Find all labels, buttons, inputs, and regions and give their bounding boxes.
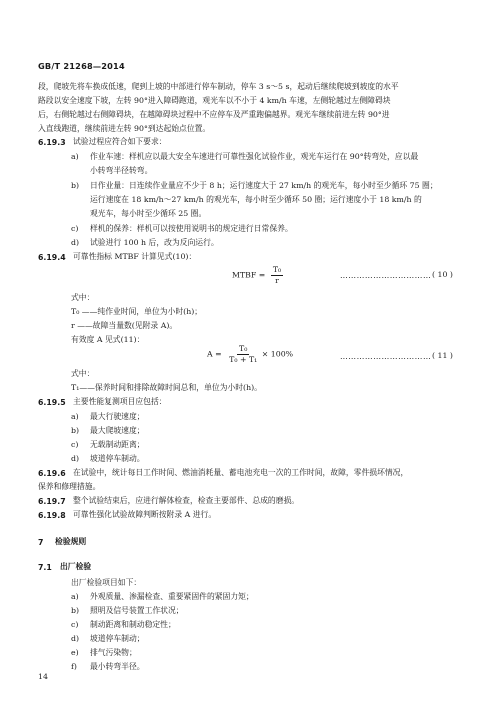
clause-number: 6.19.6 bbox=[38, 469, 66, 478]
leader-dots: …………………………… bbox=[340, 271, 432, 280]
clause-title: 试验过程应符合如下要求： bbox=[73, 137, 167, 146]
symbol-definition: T₀ ——纯作业时间，单位为小时(h)； bbox=[71, 307, 203, 316]
equation-number: ( 11 ) bbox=[432, 351, 453, 360]
list-marker: a) bbox=[71, 412, 79, 421]
list-marker: d) bbox=[71, 634, 80, 643]
clause-number: 6.19.4 bbox=[38, 253, 66, 262]
list-item-line: 最大爬坡速度； bbox=[90, 426, 145, 435]
list-marker: d) bbox=[71, 454, 80, 463]
clause-number: 6.19.8 bbox=[38, 511, 66, 520]
symbol-definition: r ——故障当量数(见附录 A)。 bbox=[71, 321, 178, 330]
paragraph-line: 段，爬坡先将车换成低速，爬到上坡的中部进行停车制动，停车 3 s～5 s，起动后继续爬坡到坡度的水平 bbox=[38, 82, 399, 91]
paragraph-line: 入直线跑道，继续前进左转 90°到达起始点位置。 bbox=[38, 124, 211, 133]
list-item-line: 照明及信号装置工作状况； bbox=[90, 606, 184, 615]
formula-10 bbox=[232, 265, 283, 286]
symbol-definition: T₁——保养时间和排除故障时间总和，单位为小时(h)。 bbox=[71, 383, 262, 392]
clause-number: 7.1 bbox=[38, 563, 52, 572]
paragraph-line: 保养和修理措施。 bbox=[38, 482, 101, 491]
list-item-line: 作业车速：样机应以最大安全车速进行可靠性强化试验作业，观光车运行在 90°转弯处，应以最 bbox=[90, 152, 419, 161]
list-item-line: 试验进行 100 h 后，改为反向运行。 bbox=[90, 238, 219, 247]
formula-lhs: MTBF = bbox=[232, 270, 266, 280]
paragraph-line: 可靠性强化试验故障判断按附录 A 进行。 bbox=[73, 510, 217, 519]
fraction bbox=[227, 344, 259, 365]
paragraph-line: 有效度 A 见式(11)： bbox=[71, 335, 145, 344]
formula-tail: × 100% bbox=[261, 349, 294, 359]
list-marker: a) bbox=[71, 592, 79, 601]
list-item-line: 无载制动距离； bbox=[90, 440, 145, 449]
paragraph-line: 在试验中，统计每日工作时间、燃油消耗量、蓄电池充电一次的工作时间，故障，零件损坏情况， bbox=[73, 468, 409, 477]
list-marker: c) bbox=[71, 440, 79, 449]
list-marker: a) bbox=[71, 152, 79, 161]
list-item-line: 最大行驶速度； bbox=[90, 412, 145, 421]
formula-lhs: A = bbox=[207, 349, 222, 359]
clause-number: 6.19.5 bbox=[38, 398, 66, 407]
fraction bbox=[271, 265, 283, 286]
list-marker: b) bbox=[71, 181, 80, 190]
list-item-line: 坡道停车制动； bbox=[90, 634, 145, 643]
list-item-line: 观光车，每小时至少循环 25 圈。 bbox=[90, 209, 207, 218]
equation-number: ( 10 ) bbox=[432, 270, 453, 279]
formula-11 bbox=[207, 344, 293, 365]
denominator: T₀ + T₁ bbox=[229, 355, 258, 364]
numerator: T₀ bbox=[272, 265, 282, 274]
list-marker: c) bbox=[71, 620, 79, 629]
page-number: 14 bbox=[38, 672, 48, 681]
clause-title: 出厂检验 bbox=[60, 562, 92, 571]
paragraph-line: 整个试验结束后，应进行解体检查，检查主要部件、总成的磨损。 bbox=[73, 496, 300, 505]
list-marker: f) bbox=[71, 662, 77, 671]
denominator: r bbox=[275, 276, 279, 285]
list-item-line: 坡道停车制动。 bbox=[90, 454, 145, 463]
numerator: T₀ bbox=[239, 344, 248, 353]
list-item-line: 外观质量、渗漏检查、重要紧固件的紧固力矩； bbox=[90, 592, 254, 601]
paragraph-line: 路段以安全速度下坡，左转 90°进入障碍跑道，观光车以不小于 4 km/h 车速，左侧轮越过左侧障碍块 bbox=[38, 96, 391, 105]
list-item-line: 运行速度在 18 km/h～27 km/h 的观光车，每小时至少循环 50 圈；运行速度小于 18 km/h 的 bbox=[90, 195, 422, 204]
list-item-line: 小转弯半径转弯。 bbox=[90, 166, 153, 175]
list-marker: d) bbox=[71, 238, 80, 247]
list-marker: c) bbox=[71, 224, 79, 233]
leader-dots: …………………………… bbox=[340, 352, 432, 361]
standard-header: GB/T 21268—2014 bbox=[38, 61, 125, 71]
clause-number: 6.19.3 bbox=[38, 138, 66, 147]
list-marker: b) bbox=[71, 426, 80, 435]
where-label: 式中： bbox=[71, 369, 95, 378]
clause-title: 可靠性指标 MTBF 计算见式(10)： bbox=[73, 252, 197, 261]
section-number: 7 bbox=[38, 538, 44, 547]
list-marker: b) bbox=[71, 606, 80, 615]
list-item-line: 最小转弯半径。 bbox=[90, 662, 145, 671]
paragraph-line: 出厂检验项目如下： bbox=[71, 578, 142, 587]
clause-number: 6.19.7 bbox=[38, 497, 66, 506]
list-item-line: 样机的保养：样机可以按使用说明书的规定进行日常保养。 bbox=[90, 224, 293, 233]
section-title: 检验规则 bbox=[55, 537, 87, 546]
paragraph-line: 后，右侧轮越过右侧障碍块，在越障碍块过程中不应停车及严重跑偏越界。观光车继续前进左转 90°进 bbox=[38, 110, 390, 119]
list-marker: e) bbox=[71, 648, 79, 657]
list-item-line: 制动距离和制动稳定性； bbox=[90, 620, 176, 629]
list-item-line: 排气污染物； bbox=[90, 648, 137, 657]
where-label: 式中： bbox=[71, 293, 95, 302]
clause-title: 主要性能复测项目应包括： bbox=[73, 397, 167, 406]
list-item-line: 日作业量：日连续作业量应不少于 8 h；运行速度大于 27 km/h 的观光车，每小时至少循环 75 圈； bbox=[90, 181, 438, 190]
